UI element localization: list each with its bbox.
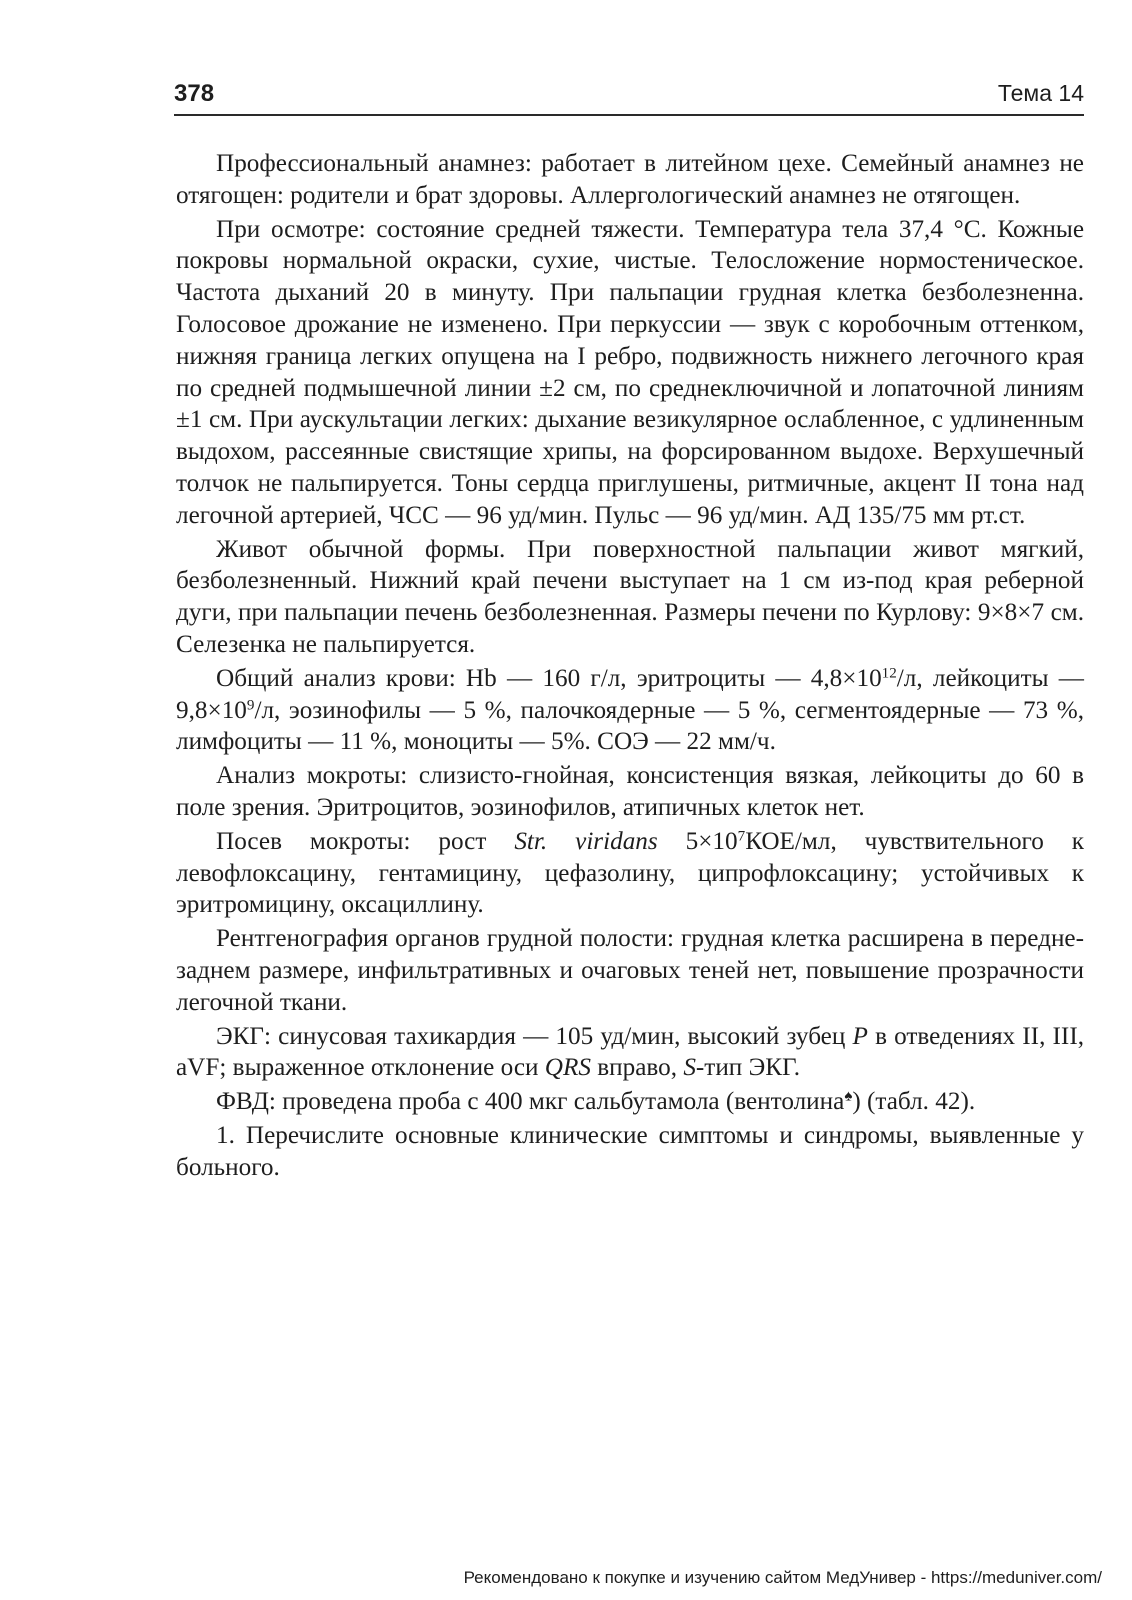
- paragraph-blood-test: [176, 663, 1084, 758]
- paragraph-xray: Рентгенография органов грудной полости: грудная клетка расширена в передне-заднем размере, инфильтративных и очаговых теней нет, повышение прозрачности легочной ткани.: [176, 925, 1084, 1016]
- p-wave-label: P: [852, 1022, 868, 1050]
- running-head: Тема 14: [997, 80, 1084, 106]
- culture-text-1: Посев мокроты: рост: [216, 827, 515, 855]
- paragraph-sputum-analysis: Анализ мокроты: слизисто-гнойная, консистенция вязкая, лейкоциты до 60 в поле зрения. Эритроцитов, эозинофилов, атипичных клеток нет.: [176, 762, 1084, 821]
- spirometry-text-1: ФВД: проведена проба с 400 мкг сальбутамола (вентолина: [216, 1088, 845, 1116]
- s-type-label: S: [683, 1054, 696, 1082]
- paragraph-sputum-culture: [176, 826, 1084, 921]
- drug-mark-icon: ♠: [844, 1088, 853, 1105]
- organism-name: Str. viridans: [514, 827, 658, 855]
- page-header: [174, 78, 1084, 116]
- ecg-text-2: в отведениях II, III, aVF; выраженное отклонение оси: [176, 1022, 1085, 1082]
- paragraph-professional-anamnesis: Профессиональный анамнез: работает в литейном цехе. Семейный анамнез не отягощен: родители и брат здоровы. Аллергологический анамнез не отягощен.: [176, 150, 1084, 209]
- blood-test-text-1: Общий анализ крови: Hb — 160 г/л, эритроциты — 4,8×10: [216, 664, 882, 692]
- culture-text-2: 5×10: [657, 827, 738, 855]
- culture-text-3: КОЕ/мл, чувствительного к левофлоксацину, гентамицину, цефазолину, ципрофлоксацину; устойчивых к эритромицину, оксациллину.: [176, 827, 1085, 919]
- exponent-cfu: 7: [737, 828, 746, 845]
- blood-test-text-2: /л, лейкоциты — 9,8×10: [176, 664, 1084, 724]
- exponent-erythrocytes: 12: [881, 665, 897, 682]
- ecg-text-3: вправо,: [590, 1054, 684, 1082]
- ecg-text-1: ЭКГ: синусовая тахикардия — 105 уд/мин, высокий зубец: [216, 1022, 853, 1050]
- paragraph-ecg: [176, 1021, 1084, 1085]
- qrs-label: QRS: [544, 1054, 591, 1082]
- body-text: [176, 148, 1084, 1184]
- paragraph-abdomen: Живот обычной формы. При поверхностной пальпации живот мягкий, безболезненный. Нижний край печени выступает на 1 см из-под края реберной дуги, при пальпации печень безболезненная. Размеры печени по Курлову: 9×8×7 см. Селезенка не пальпируется.: [176, 535, 1084, 658]
- ecg-text-4: -тип ЭКГ.: [695, 1054, 801, 1082]
- exponent-leukocytes: 9: [246, 697, 255, 714]
- footer-recommendation: Рекомендовано к покупке и изучению сайтом МедУнивер - https://meduniver.com/: [463, 1568, 1102, 1587]
- blood-test-text-3: /л, эозинофилы — 5 %, палочкоядерные — 5 %, сегментоядерные — 73 %, лимфоциты — 11 %, моноциты — 5%. СОЭ — 22 мм/ч.: [176, 696, 1084, 756]
- paragraph-examination: При осмотре: состояние средней тяжести. Температура тела 37,4 °С. Кожные покровы нормальной окраски, сухие, чистые. Телосложение нормостеническое. Частота дыханий 20 в минуту. При пальпации грудная клетка безболезненна. Голосовое дрожание не изменено. При перкуссии — звук с коробочным оттенком, нижняя граница легких опущена на I ребро, подвижность нижнего легочного края по средней подмышечной линии ±2 см, по среднеключичной и лопаточной линиям ±1 см. При аускультации легких: дыхание везикулярное ослабленное, с удлиненным выдохом, рассеянные свистящие хрипы, на форсированном выдохе. Верхушечный толчок не пальпируется. Тоны сердца приглушены, ритмичные, акцент II тона над легочной артерией, ЧСС — 96 уд/мин. Пульс — 96 уд/мин. АД 135/75 мм рт.ст.: [176, 215, 1084, 529]
- page-number: 378: [174, 80, 215, 107]
- paragraph-question-1: 1. Перечислите основные клинические симптомы и синдромы, выявленные у больного.: [176, 1121, 1084, 1181]
- spirometry-text-2: ) (табл. 42).: [852, 1088, 976, 1116]
- paragraph-spirometry: [176, 1086, 1084, 1118]
